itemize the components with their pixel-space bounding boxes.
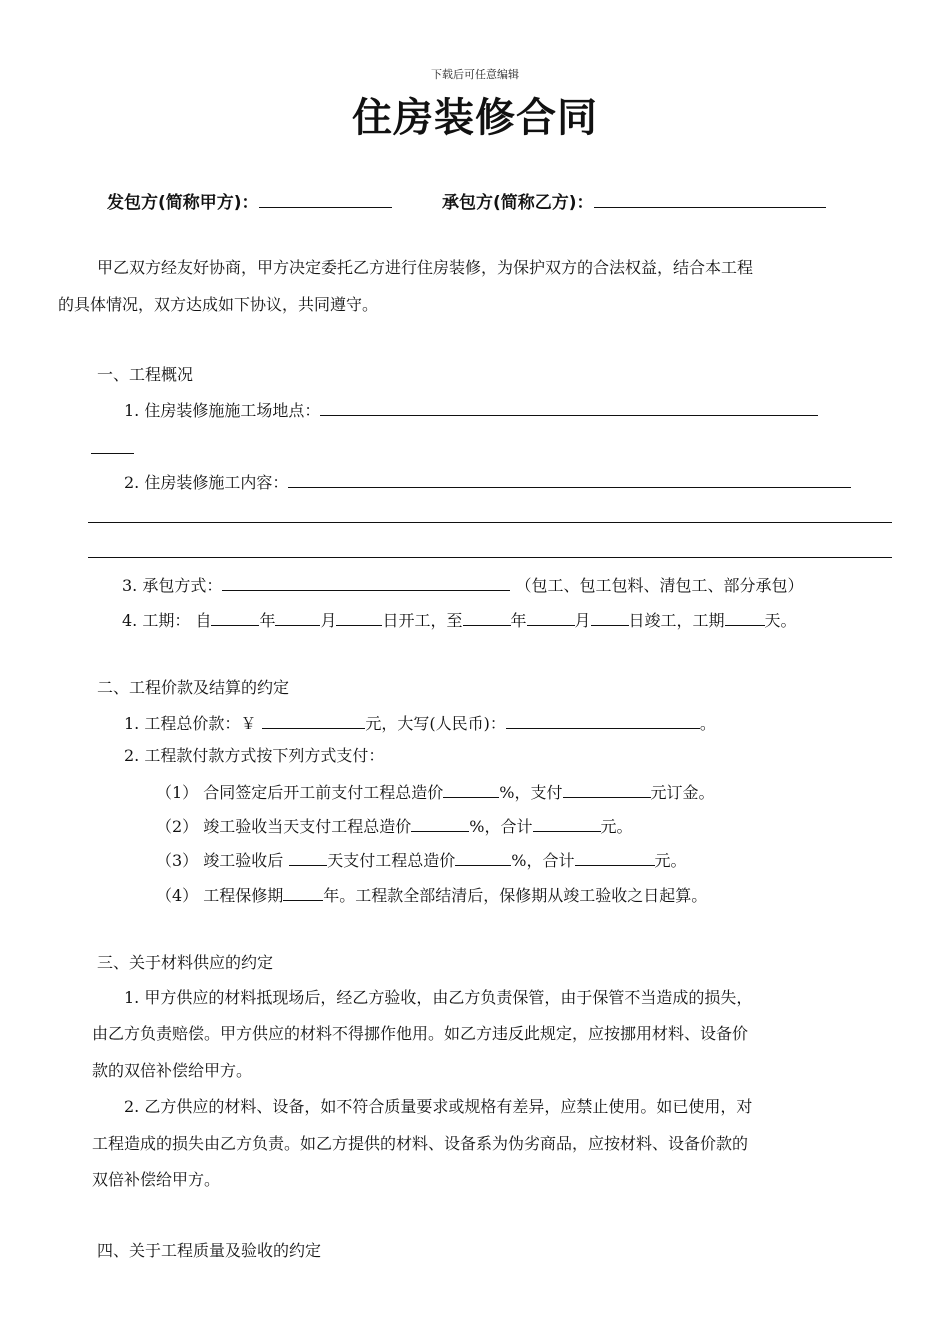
s1-item1-label: 1. 住房装修施施工场地点： [124,401,321,420]
work-content-blank[interactable] [288,471,851,488]
s1-item4-month: 月 [320,611,337,630]
payment-1 [156,781,715,803]
payment-3-days-blank[interactable] [289,849,327,866]
work-content-line-3[interactable] [88,557,892,558]
section4-heading: 四、关于工程质量及验收的约定 [97,1241,322,1260]
payment-2-c: 元。 [600,817,633,836]
intro-line-2: 的具体情况，双方达成如下协议，共同遵守。 [58,295,379,314]
work-content-line-2[interactable] [88,522,892,523]
party-b-label: 承包方(简称乙方)： [442,193,594,213]
party-a-row [107,188,392,213]
section2-heading: 二、工程价款及结算的约定 [97,678,290,697]
start-day-blank[interactable] [336,609,382,626]
payment-2-a: （2） 竣工验收当天支付工程总造价 [156,817,412,836]
payment-3 [156,849,687,871]
s2-item1 [124,712,716,734]
s2-item1-yuan: 元，大写(人民币)： [365,714,506,733]
section1-heading: 一、工程概况 [97,365,194,384]
total-price-blank[interactable] [262,712,365,729]
warranty-years-blank[interactable] [283,884,323,901]
party-b-row [442,188,826,213]
site-address-blank[interactable] [320,399,818,416]
payment-1-a: （1） 合同签定后开工前支付工程总造价 [156,783,444,802]
s1-item4-month2: 月 [574,611,591,630]
payment-4 [156,884,707,906]
price-in-words-blank[interactable] [506,712,700,729]
payment-3-percent-blank[interactable] [455,849,511,866]
s1-item4-year2: 年 [510,611,527,630]
s1-item3-options: （包工、包工包料、清包工、部分承包） [515,576,804,595]
payment-2-percent-blank[interactable] [411,815,469,832]
payment-1-percent-blank[interactable] [443,781,499,798]
intro-line-1: 甲乙双方经友好协商，甲方决定委托乙方进行住房装修，为保护双方的合法权益，结合本工程 [97,258,754,277]
start-year-blank[interactable] [211,609,259,626]
payment-3-amount-blank[interactable] [575,849,655,866]
duration-days-blank[interactable] [725,609,765,626]
s3-p1-line1: 1. 甲方供应的材料抵现场后，经乙方验收，由乙方负责保管，由于保管不当造成的损失， [124,988,753,1007]
payment-2-amount-blank[interactable] [533,815,601,832]
contract-mode-blank[interactable] [222,574,510,591]
s1-item4 [122,609,797,631]
s2-item1-end: 。 [699,714,716,733]
end-month-blank[interactable] [527,609,575,626]
payment-3-d: 元。 [654,851,687,870]
s1-item4-year: 年 [259,611,276,630]
payment-3-a: （3） 竣工验收后 [156,851,284,870]
s1-item2-label: 2. 住房装修施工内容： [124,473,289,492]
payment-1-c: 元订金。 [650,783,715,802]
s3-p2-line2: 工程造成的损失由乙方负责。如乙方提供的材料、设备系为伪劣商品，应按材料、设备价款的 [92,1134,749,1153]
s3-p2-line1: 2. 乙方供应的材料、设备，如不符合质量要求或规格有差异，应禁止使用。如已使用，对 [124,1097,753,1116]
end-year-blank[interactable] [463,609,511,626]
start-month-blank[interactable] [275,609,320,626]
payment-4-b: 年。工程款全部结清后，保修期从竣工验收之日起算。 [323,886,708,905]
s1-item4-label: 4. 工期： 自 [122,611,212,630]
s2-item2: 2. 工程款付款方式按下列方式支付： [124,746,385,765]
document-title: 住房装修合同 [352,95,598,141]
s2-item1-label: 1. 工程总价款：￥ [124,714,257,733]
s1-item2 [124,471,851,493]
section3-heading: 三、关于材料供应的约定 [97,953,274,972]
party-b-blank[interactable] [594,191,826,208]
payment-3-b: 天支付工程总造价 [327,851,456,870]
s1-item1 [124,399,818,421]
payment-2-b: %，合计 [469,817,533,836]
payment-1-amount-blank[interactable] [563,781,651,798]
s1-item4-start: 日开工，至 [382,611,463,630]
s1-item4-end: 日竣工，工期 [628,611,725,630]
payment-4-a: （4） 工程保修期 [156,886,284,905]
party-a-label: 发包方(简称甲方)： [107,193,259,213]
payment-1-b: %，支付 [499,783,563,802]
s1-item4-days: 天。 [764,611,797,630]
payment-3-c: %，合计 [511,851,575,870]
site-address-continuation-line[interactable] [91,453,134,454]
s3-p1-line2: 由乙方负责赔偿。甲方供应的材料不得挪作他用。如乙方违反此规定，应按挪用材料、设备价 [92,1024,749,1043]
s3-p1-line3: 款的双倍补偿给甲方。 [92,1061,253,1080]
s1-item3 [122,574,803,596]
end-day-blank[interactable] [591,609,629,626]
payment-2 [156,815,633,837]
party-a-blank[interactable] [259,191,392,208]
s3-p2-line3: 双倍补偿给甲方。 [92,1170,221,1189]
header-note: 下载后可任意编辑 [431,68,519,81]
s1-item3-label: 3. 承包方式： [122,576,223,595]
